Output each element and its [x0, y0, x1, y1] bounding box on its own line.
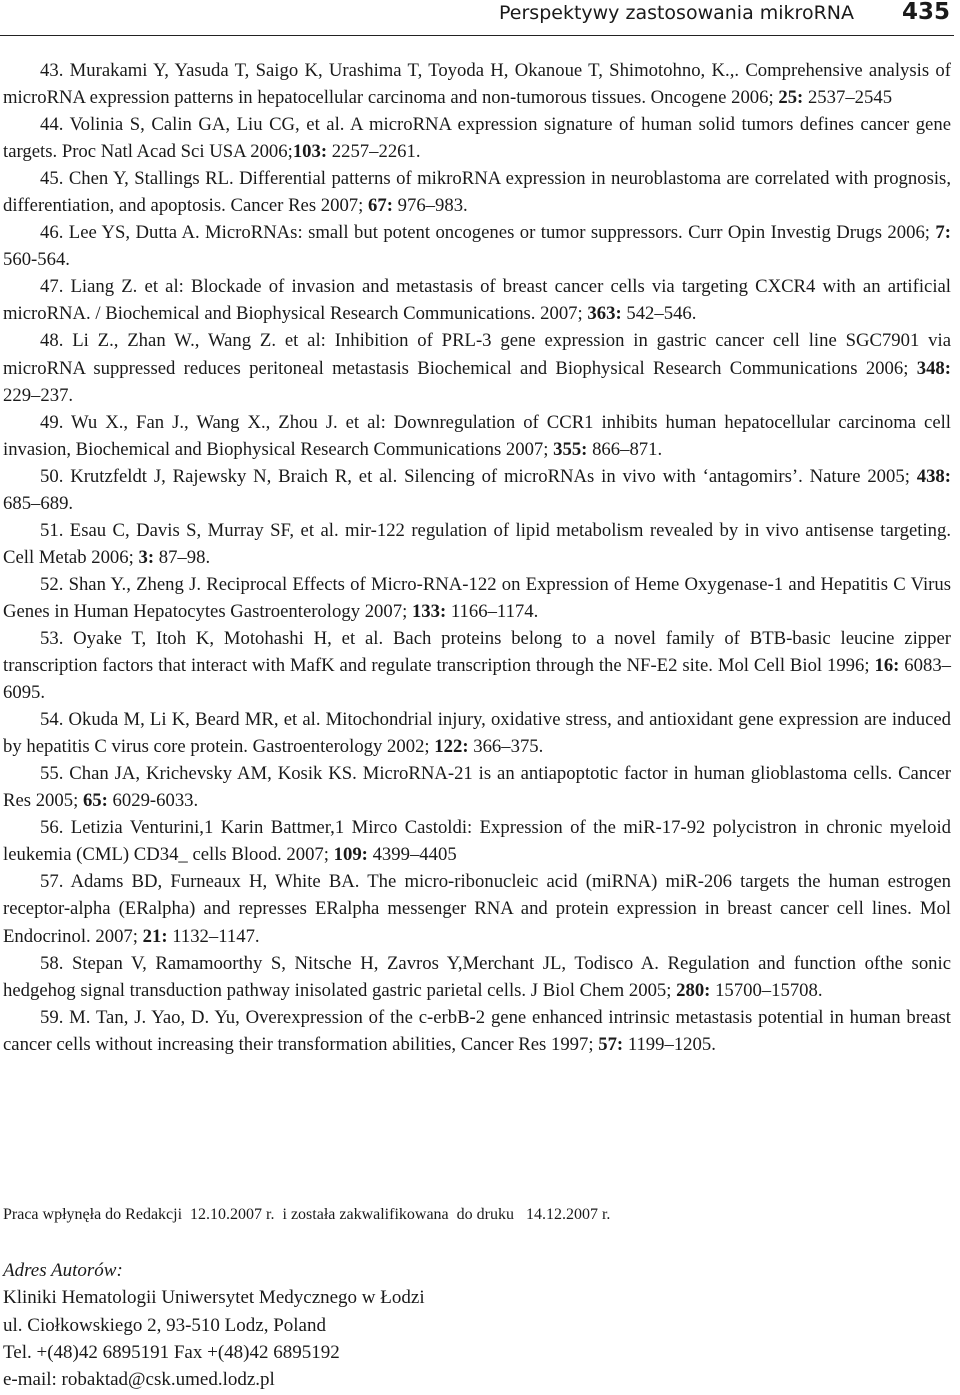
reference-volume: 363: — [587, 303, 622, 325]
reference-pages: 6083–6095. — [3, 655, 951, 704]
address-label: Adres Autorów: — [3, 1260, 123, 1281]
reference-list — [3, 57, 951, 1058]
reference-text: 55. Chan JA, Krichevsky AM, Kosik KS. MicroRNA-21 is an antiapoptotic factor in human glioblastoma cells. Cancer Res 2005; — [3, 763, 951, 812]
reference-item — [3, 409, 951, 463]
address-line: Kliniki Hematologii Uniwersytet Medycznego w Łodzi — [3, 1287, 425, 1309]
reference-text: 59. M. Tan, J. Yao, D. Yu, Overexpression of the c-erbB-2 gene enhanced intrinsic metastasis potential in human breast cancer cells without increasing their transformation abilities, Cancer Res 1997; — [3, 1006, 951, 1055]
reference-item — [3, 814, 951, 868]
reference-volume: 67: — [368, 195, 393, 217]
reference-volume: 133: — [411, 600, 447, 622]
reference-text: 58. Stepan V, Ramamoorthy S, Nitsche H, Zavros Y,Merchant JL, Todisco A. Regulation and function ofthe sonic hedgehog signal transduction pathway inisolated gastric parietal cells. J Biol Chem 2005; — [3, 952, 951, 1001]
reference-pages: 1132–1147. — [167, 925, 260, 947]
address-line: ul. Ciołkowskiego 2, 93-510 Lodz, Poland — [3, 1314, 326, 1336]
reference-text: 50. Krutzfeldt J, Rajewsky N, Braich R, et al. Silencing of microRNAs in vivo with ‘antagomirs’. Nature 2005; — [40, 465, 917, 487]
reference-text: 56. Letizia Venturini,1 Karin Battmer,1 Mirco Castoldi: Expression of the miR-17-92 polycistron in chronic myeloid leukemia (CML) CD34_ cells Blood. 2007; — [3, 817, 951, 866]
reference-pages: 229–237. — [3, 384, 74, 406]
reference-item — [3, 760, 951, 814]
reference-text: 53. Oyake T, Itoh K, Motohashi H, et al. Bach proteins belong to a novel family of BTB-basic leucine zipper transcription factors that interact with MafK and regulate transcription through the NF-E2 site. Mol Cell Biol 1996; — [3, 627, 951, 677]
reference-text: 57. Adams BD, Furneaux H, White BA. The micro-ribonucleic acid (miRNA) miR-206 targets the human estrogen receptor-alpha (ERalpha) and represses ERalpha messenger RNA and protein expression in breast cancer cell lines. Mol Endocrinol. 2007; — [3, 871, 951, 947]
running-header — [0, 0, 960, 40]
header-rule — [0, 35, 954, 36]
reference-volume: 21: — [142, 925, 168, 947]
reference-pages: 542–546. — [621, 303, 697, 325]
reference-volume: 25: — [778, 87, 804, 109]
reference-text: 51. Esau C, Davis S, Murray SF, et al. mir-122 regulation of lipid metabolism revealed by in vivo antisense targeting. Cell Metab 2006; — [3, 519, 951, 568]
reference-pages: 1199–1205. — [623, 1033, 716, 1055]
reference-item — [3, 868, 951, 949]
reference-volume: 348: — [916, 357, 951, 379]
reference-item — [3, 219, 951, 273]
reference-text: 48. Li Z., Zhan W., Wang Z. et al: Inhibition of PRL-3 gene expression in gastric cancer cell line SGC7901 via microRNA suppressed reduces peritoneal metastasis Biochemical and Biophysical Research Communications 2006; — [3, 330, 951, 379]
reference-pages: 976–983. — [392, 195, 468, 217]
reference-volume: 122: — [434, 736, 469, 758]
reference-item — [3, 273, 951, 327]
reference-volume: 65: — [82, 790, 108, 812]
reference-text: 44. Volinia S, Calin GA, Liu CG, et al. A microRNA expression signature of human solid tumors defines cancer gene targets. Proc Natl Acad Sci USA 2006; — [3, 114, 951, 163]
reference-item — [3, 57, 951, 111]
received-note: Praca wpłynęła do Redakcji 12.10.2007 r. i została zakwalifikowana do druku 14.12.2007 r. — [3, 1206, 611, 1223]
reference-pages: 15700–15708. — [710, 979, 823, 1001]
reference-item — [3, 571, 951, 625]
page-number: 435 — [901, 0, 950, 25]
reference-volume: 438: — [916, 465, 951, 487]
reference-volume: 109: — [333, 844, 368, 866]
reference-pages: 2537–2545 — [803, 87, 893, 109]
running-title: Perspektywy zastosowania mikroRNA — [499, 2, 854, 24]
reference-text: 43. Murakami Y, Yasuda T, Saigo K, Urashima T, Toyoda H, Okanoue T, Shimotohno, K.,. Comprehensive analysis of microRNA expression patterns in hepatocellular carcinoma and non-tumorous tissues. Oncogene 2006; — [3, 60, 951, 109]
reference-item — [3, 706, 951, 760]
reference-volume: 280: — [676, 979, 711, 1001]
reference-pages: 866–871. — [587, 438, 663, 460]
reference-text: 45. Chen Y, Stallings RL. Differential patterns of mikroRNA expression in neuroblastoma are correlated with prognosis, differentiation, and apoptosis. Cancer Res 2007; — [3, 168, 951, 217]
reference-pages: 560-564. — [3, 249, 70, 271]
reference-pages: 6029-6033. — [107, 790, 199, 812]
address-line: Tel. +(48)42 6895191 Fax +(48)42 6895192 — [3, 1341, 340, 1363]
reference-text: 46. Lee YS, Dutta A. MicroRNAs: small but potent oncogenes or tumor suppressors. Curr Opin Investig Drugs 2006; — [40, 222, 936, 244]
reference-item — [3, 1004, 951, 1058]
reference-volume: 7: — [935, 222, 951, 244]
reference-text: 47. Liang Z. et al: Blockade of invasion and metastasis of breast cancer cells via targeting CXCR4 with an artificial microRNA. / Biochemical and Biophysical Research Communications. 2007; — [3, 276, 951, 325]
reference-volume: 103: — [292, 141, 328, 163]
reference-item — [3, 950, 951, 1004]
reference-item — [3, 165, 951, 219]
reference-volume: 57: — [598, 1033, 624, 1055]
author-address — [3, 1257, 425, 1393]
reference-item — [3, 463, 951, 517]
reference-volume: 3: — [138, 546, 155, 568]
reference-text: 52. Shan Y., Zheng J. Reciprocal Effects of Micro-RNA-122 on Expression of Heme Oxygenase-1 and Hepatitis C Virus Genes in Human Hepatocytes Gastroenterology 2007; — [3, 573, 951, 622]
reference-pages: 366–375. — [468, 736, 544, 758]
reference-pages: 2257–2261. — [327, 141, 421, 163]
email-line: e-mail: robaktad@csk.umed.lodz.pl — [3, 1369, 275, 1391]
reference-item — [3, 517, 951, 571]
reference-pages: 685–689. — [3, 492, 74, 514]
reference-volume: 16: — [874, 655, 900, 677]
reference-item — [3, 327, 951, 408]
reference-volume: 355: — [553, 438, 588, 460]
reference-item — [3, 111, 951, 165]
reference-pages: 4399–4405 — [367, 844, 457, 866]
reference-text: 54. Okuda M, Li K, Beard MR, et al. Mitochondrial injury, oxidative stress, and antioxidant gene expression are induced by hepatitis C virus core protein. Gastroenterology 2002; — [3, 709, 951, 758]
reference-text: 49. Wu X., Fan J., Wang X., Zhou J. et al: Downregulation of CCR1 inhibits human hepatocellular carcinoma cell invasion, Biochemical and Biophysical Research Communications 2007; — [3, 411, 951, 460]
reference-item — [3, 625, 951, 706]
reference-pages: 1166–1174. — [446, 600, 539, 622]
reference-pages: 87–98. — [154, 546, 211, 568]
